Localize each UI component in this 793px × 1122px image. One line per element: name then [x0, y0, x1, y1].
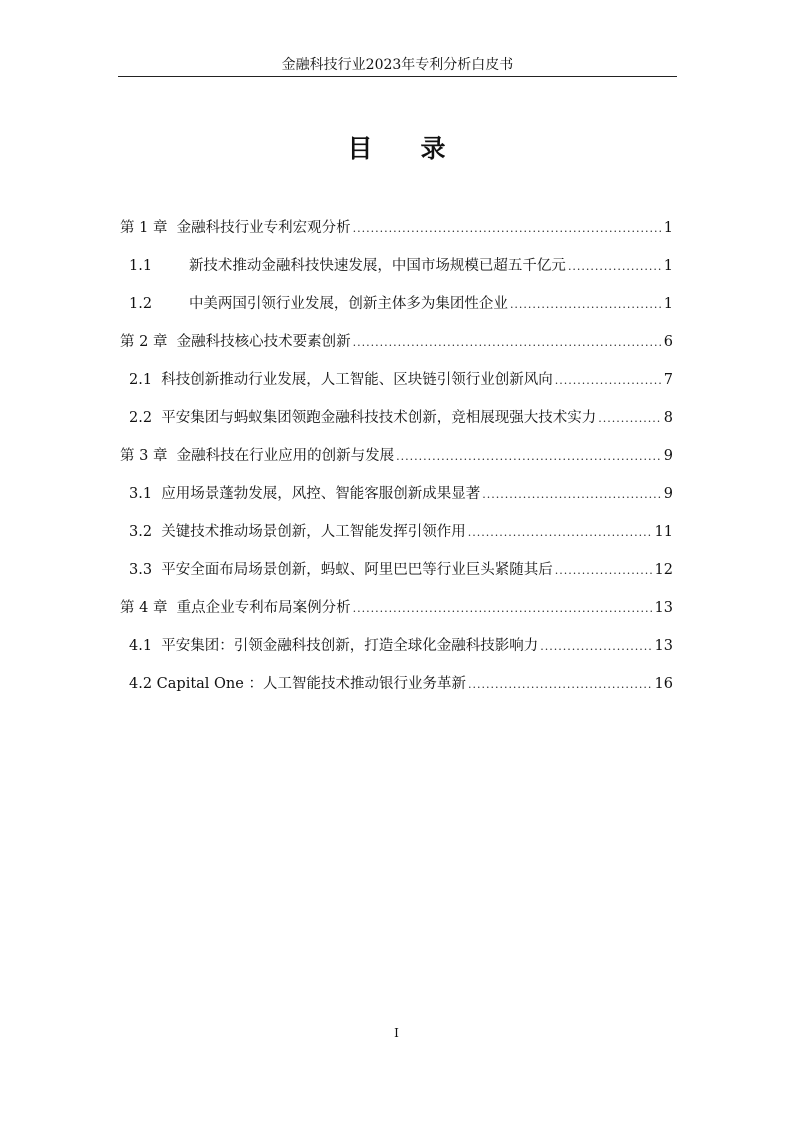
- toc-entry-page: 16: [654, 676, 673, 692]
- toc-entry-title: 新技术推动金融科技快速发展，中国市场规模已超五千亿元: [188, 258, 566, 274]
- toc-entry[interactable]: [120, 443, 673, 481]
- toc-entry[interactable]: [120, 329, 673, 367]
- toc-entry[interactable]: [120, 367, 673, 405]
- toc-entry-page: 12: [654, 562, 673, 578]
- toc-entry-number: 第 3 章: [120, 448, 177, 464]
- toc-entry-number: 3.2: [129, 524, 162, 540]
- toc-entry-title: 科技创新推动行业发展，人工智能、区块链引领行业创新风向: [161, 372, 553, 388]
- toc-entry-page: 9: [663, 448, 673, 464]
- toc-entry-title: 中美两国引领行业发展，创新主体多为集团性企业: [188, 296, 508, 312]
- toc-entry-page: 1: [663, 258, 673, 274]
- toc-heading-right: 录: [420, 134, 446, 163]
- toc-list: [120, 215, 673, 709]
- toc-entry-page: 6: [663, 334, 673, 350]
- toc-entry-number: 2.1: [129, 372, 162, 388]
- toc-entry-number: 第 4 章: [120, 600, 177, 616]
- running-header: 金融科技行业2023年专利分析白皮书: [281, 57, 514, 73]
- toc-entry-page: 13: [654, 600, 673, 616]
- toc-entry-number: 1.1: [129, 258, 189, 274]
- toc-entry-leader: [555, 368, 662, 394]
- page-number: I: [394, 1026, 399, 1040]
- toc-entry[interactable]: [120, 215, 673, 253]
- toc-entry-leader: [353, 330, 662, 356]
- toc-entry-leader: [353, 596, 653, 622]
- toc-entry-title: 应用场景蓬勃发展，风控、智能客服创新成果显著: [161, 486, 481, 502]
- toc-entry-page: 8: [663, 410, 673, 426]
- toc-entry-title: 金融科技在行业应用的创新与发展: [176, 448, 395, 464]
- toc-entry-leader: [396, 444, 662, 470]
- toc-entry-number: 4.2: [129, 676, 157, 692]
- toc-entry[interactable]: [120, 671, 673, 709]
- toc-entry-leader: [468, 520, 653, 546]
- toc-entry-number: 3.3: [129, 562, 162, 578]
- toc-entry[interactable]: [120, 481, 673, 519]
- toc-entry-title: 金融科技核心技术要素创新: [176, 334, 351, 350]
- toc-entry-leader: [598, 406, 661, 432]
- toc-entry[interactable]: [120, 519, 673, 557]
- toc-entry-title: Capital One ：人工智能技术推动银行业务革新: [156, 676, 466, 692]
- toc-entry-number: 第 2 章: [120, 334, 177, 350]
- toc-entry-title: 平安集团与蚂蚁集团领跑金融科技技术创新，竞相展现强大技术实力: [161, 410, 597, 426]
- toc-entry-number: 4.1: [129, 638, 162, 654]
- toc-entry-leader: [568, 254, 662, 280]
- toc-heading: [0, 132, 793, 166]
- toc-entry[interactable]: [120, 633, 673, 671]
- toc-entry-title: 平安全面布局场景创新，蚂蚁、阿里巴巴等行业巨头紧随其后: [161, 562, 553, 578]
- toc-entry-page: 13: [654, 638, 673, 654]
- toc-entry-title: 平安集团：引领金融科技创新，打造全球化金融科技影响力: [161, 638, 539, 654]
- toc-entry-page: 1: [663, 220, 673, 236]
- toc-entry-title: 重点企业专利布局案例分析: [176, 600, 351, 616]
- toc-entry-leader: [482, 482, 661, 508]
- toc-entry-leader: [353, 216, 662, 242]
- toc-entry[interactable]: [120, 595, 673, 633]
- toc-entry-number: 3.1: [129, 486, 162, 502]
- toc-entry-title: 关键技术推动场景创新，人工智能发挥引领作用: [161, 524, 466, 540]
- toc-entry[interactable]: [120, 405, 673, 443]
- toc-entry-number: 2.2: [129, 410, 162, 426]
- toc-entry-page: 9: [663, 486, 673, 502]
- toc-entry-number: 第 1 章: [120, 220, 177, 236]
- toc-entry[interactable]: [120, 557, 673, 595]
- toc-entry-leader: [468, 672, 653, 698]
- toc-entry-leader: [540, 634, 652, 660]
- toc-entry[interactable]: [120, 291, 673, 329]
- toc-entry-title: 金融科技行业专利宏观分析: [176, 220, 351, 236]
- toc-heading-left: 目: [347, 134, 373, 163]
- toc-entry-leader: [510, 292, 662, 318]
- toc-entry[interactable]: [120, 253, 673, 291]
- toc-entry-page: 7: [663, 372, 673, 388]
- toc-entry-page: 1: [663, 296, 673, 312]
- toc-entry-leader: [555, 558, 653, 584]
- toc-entry-number: 1.2: [129, 296, 189, 312]
- toc-entry-page: 11: [654, 524, 673, 540]
- header-rule: [118, 76, 677, 77]
